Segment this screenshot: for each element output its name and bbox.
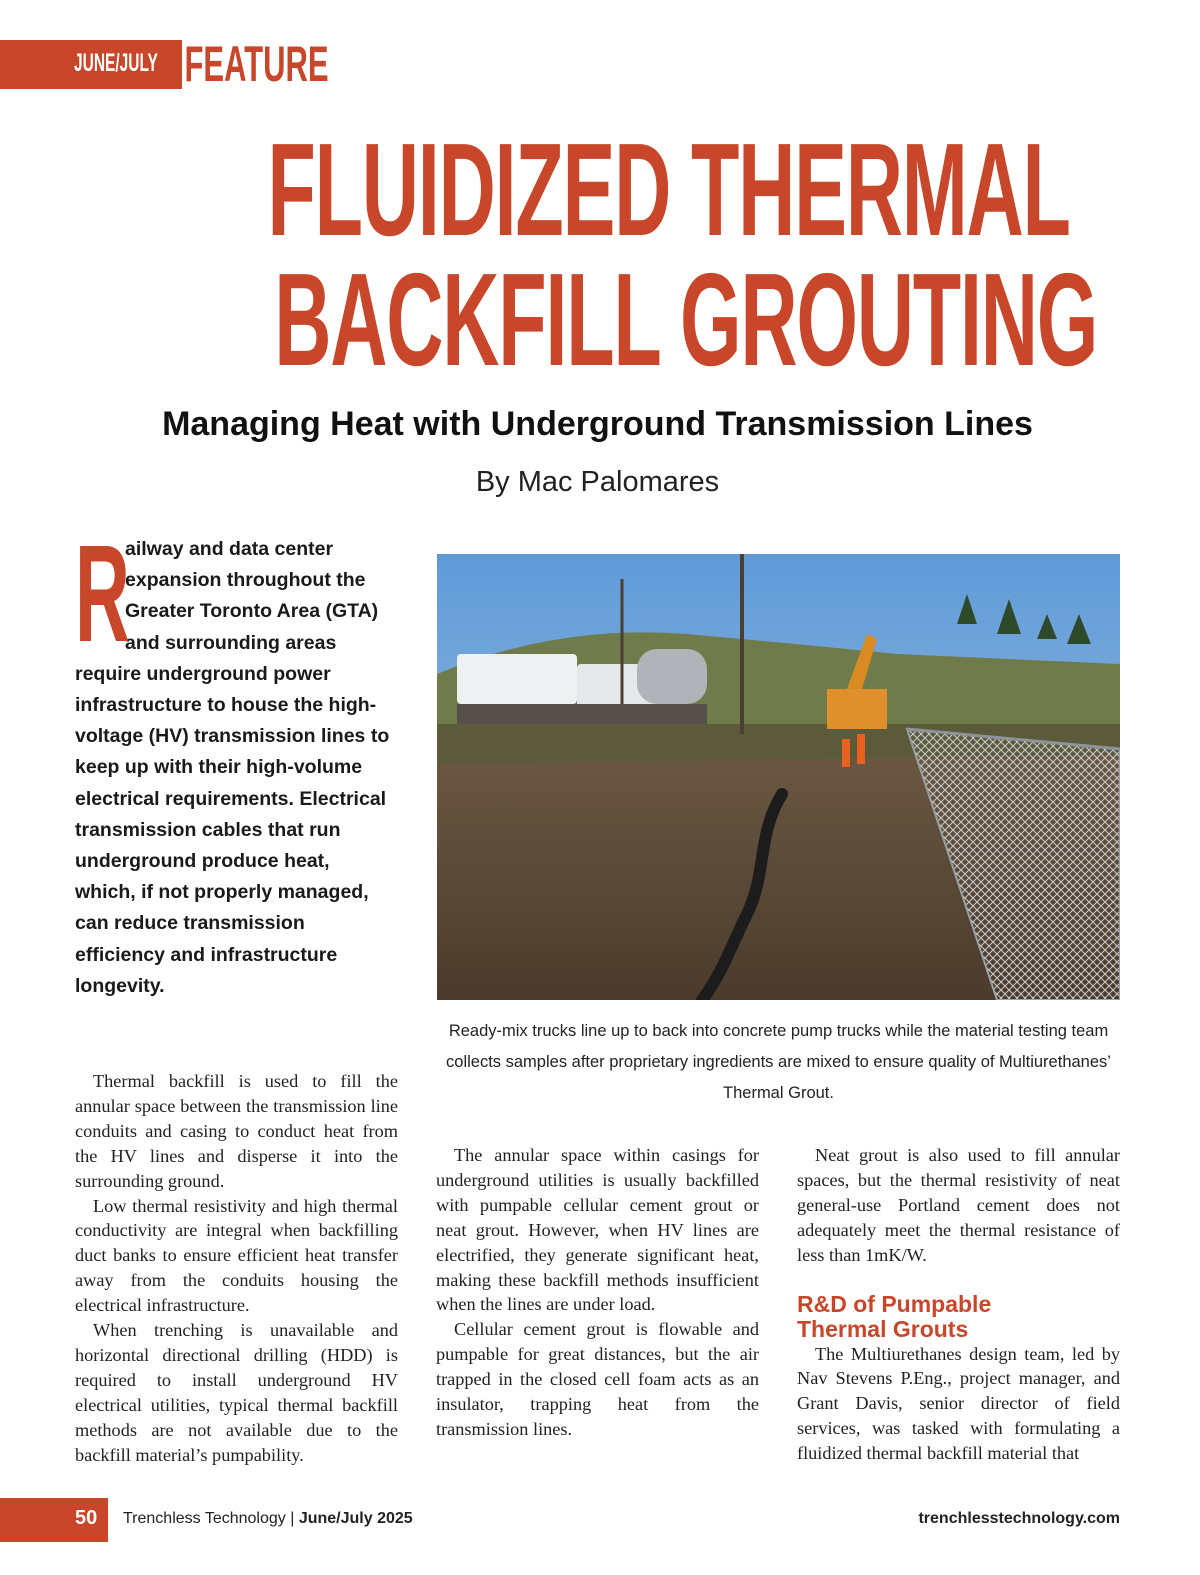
photo-caption: Ready-mix trucks line up to back into concrete pump trucks while the material testing team collects samples after proprietary ingredients are mixed to ensure quality of Multiurethanes’ Thermal Grout. xyxy=(446,1022,1111,1102)
byline: By Mac Palomares xyxy=(475,466,720,498)
construction-site-photo xyxy=(437,554,1120,1000)
page-number-box xyxy=(0,1498,108,1542)
banner-issue: JUNE/JULY xyxy=(74,49,158,77)
paragraph: Thermal backfill is used to fill the annular space between the transmission line conduits and casing to conduct heat from the HV lines and disperse it into the surrounding ground. xyxy=(75,1071,398,1191)
page-number: 50 xyxy=(75,1507,98,1529)
section-banner xyxy=(0,36,329,92)
intro-text: ailway and data center expansion throughout the Greater Toronto Area (GTA) and surrounding areas require underground power infrastructure to house the high-voltage (HV) transmission lines to keep up with their high-volume electrical requirements. Electrical transmission cables that run underground produce heat, which, if not properly managed, can reduce transmission efficiency and infrastructure longevity. xyxy=(75,538,390,997)
headline-line-1: FLUIDIZED THERMAL xyxy=(267,116,1070,263)
article-photo xyxy=(437,554,1120,1000)
paragraph: Cellular cement grout is flowable and pumpable for great distances, but the air trapped in the closed cell foam acts as an insulator, trapping heat from the transmission lines. xyxy=(436,1319,759,1439)
drop-cap: R xyxy=(75,517,130,671)
paragraph: Neat grout is also used to fill annular spaces, but the thermal resistivity of neat general-use Portland cement does not adequately meet the thermal resistance of less than 1mK/W. xyxy=(797,1145,1120,1265)
headline-line-2: BACKFILL GROUTING xyxy=(274,246,1098,393)
body-column-2 xyxy=(436,1143,759,1442)
subtitle: Managing Heat with Underground Transmission Lines xyxy=(162,405,1033,443)
body-column-3 xyxy=(797,1143,1120,1466)
paragraph: The annular space within casings for underground utilities is usually backfilled with pumpable cellular cement grout or neat grout. However, when HV lines are electrified, they generate significant heat, making these backfill methods insufficient when the lines are under load. xyxy=(436,1145,759,1315)
paragraph: When trenching is unavailable and horizontal directional drilling (HDD) is required to install underground HV electrical utilities, typical thermal backfill methods are not available due to the backfill material’s pumpability. xyxy=(75,1320,398,1465)
intro-paragraph xyxy=(75,517,395,1002)
section-heading: R&D of Pumpable Thermal Grouts xyxy=(797,1290,992,1342)
banner-section: FEATURE xyxy=(182,40,331,89)
footer-website[interactable]: trenchlesstechnology.com xyxy=(918,1510,1120,1527)
body-column-1 xyxy=(75,1069,398,1468)
footer-publication: Trenchless Technology | June/July 2025 xyxy=(123,1510,413,1527)
paragraph: Low thermal resistivity and high thermal conductivity are integral when backfilling duct banks to ensure efficient heat transfer away from the conduits housing the electrical infrastructure. xyxy=(75,1195,398,1316)
paragraph: The Multiurethanes design team, led by Nav Stevens P.Eng., project manager, and Grant Davis, senior director of field services, was tasked with formulating a fluidized thermal backfill material that xyxy=(797,1343,1120,1464)
